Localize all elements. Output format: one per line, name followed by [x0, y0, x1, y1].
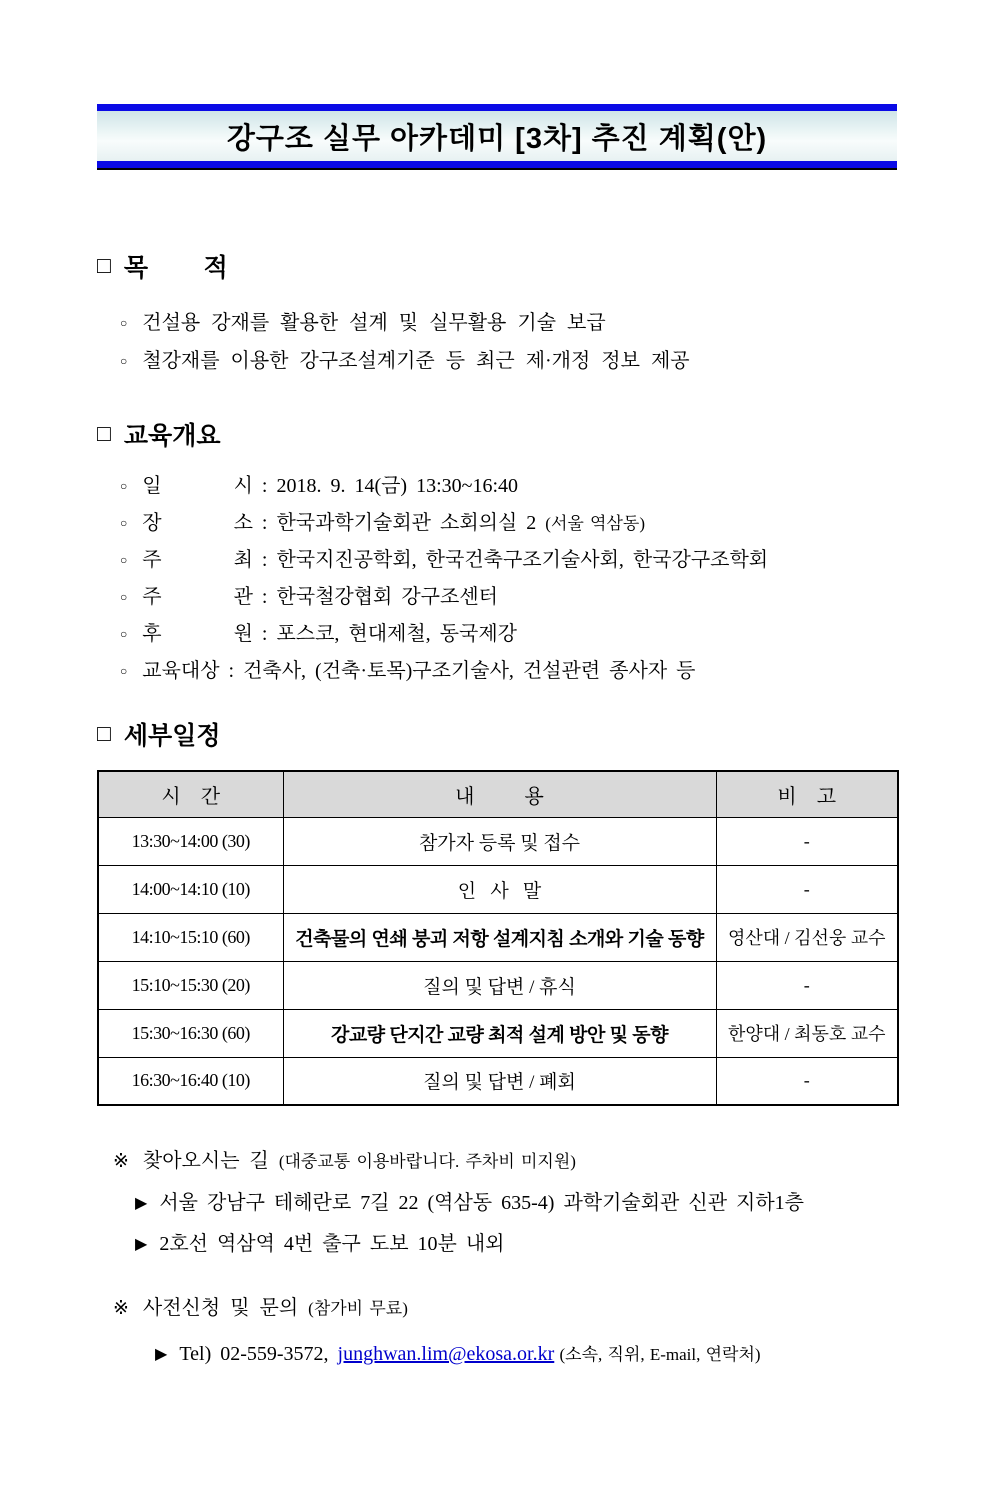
- circle-bullet-icon: ○: [120, 354, 128, 368]
- cell-content: 질의 및 답변 / 휴식: [283, 961, 716, 1009]
- overview-item-audience: [97, 653, 897, 690]
- purpose-list: [97, 304, 897, 380]
- contact-tel-line: [97, 1334, 897, 1375]
- overview-item-text: 교육대상 : 건축사, (건축·토목)구조기술사, 건설관련 종사자 등: [142, 660, 696, 682]
- col-header-time: 시 간: [98, 771, 283, 817]
- cell-time: 14:10~15:10 (60): [98, 913, 283, 961]
- cell-note: -: [716, 865, 898, 913]
- arrow-bullet-icon: ▶: [135, 1195, 148, 1212]
- directions-title-line: [97, 1144, 897, 1173]
- overview-item-sponsor: [97, 616, 897, 653]
- overview-item-text: 장 소 : 한국과학기술회관 소회의실 2: [142, 512, 546, 534]
- circle-bullet-icon: ○: [120, 316, 128, 330]
- document-title: 강구조 실무 아카데미 [3차] 추진 계획(안): [226, 122, 768, 155]
- overview-item-note: (서울 역삼동): [545, 514, 645, 533]
- schedule-table: [97, 770, 899, 1106]
- purpose-item: [97, 304, 897, 342]
- circle-bullet-icon: ○: [120, 664, 128, 678]
- cell-time: 16:30~16:40 (10): [98, 1057, 283, 1105]
- contact-email-note: (소속, 직위, E-mail, 연락처): [554, 1345, 761, 1364]
- purpose-item: [97, 342, 897, 380]
- overview-item-text: 주 관 : 한국철강협회 강구조센터: [142, 586, 498, 608]
- cell-time: 15:30~16:30 (60): [98, 1009, 283, 1057]
- col-header-content: 내 용: [283, 771, 716, 817]
- schedule-row-lecture1: [98, 913, 898, 961]
- circle-bullet-icon: ○: [120, 627, 128, 641]
- circle-bullet-icon: ○: [120, 553, 128, 567]
- directions-note: (대중교통 이용바랍니다. 주차비 미지원): [278, 1152, 576, 1171]
- schedule-heading-label: 세부일정: [123, 722, 221, 750]
- schedule-row: [98, 865, 898, 913]
- square-bullet-icon: □: [97, 419, 111, 446]
- contact-email-link[interactable]: junghwan.lim@ekosa.or.kr: [337, 1343, 555, 1365]
- overview-list: [97, 468, 897, 690]
- contact-title: 사전신청 및 문의: [142, 1297, 309, 1319]
- cell-note: -: [716, 817, 898, 865]
- section-purpose: [97, 248, 897, 380]
- circle-bullet-icon: ○: [120, 479, 128, 493]
- overview-item-datetime: [97, 468, 897, 505]
- directions-item-address: [97, 1183, 897, 1224]
- contact-note: (참가비 무료): [308, 1299, 408, 1318]
- cell-note: -: [716, 961, 898, 1009]
- cell-note: 영산대 / 김선웅 교수: [716, 913, 898, 961]
- overview-item-text: 주 최 : 한국지진공학회, 한국건축구조기술사회, 한국강구조학회: [142, 549, 769, 571]
- schedule-row: [98, 961, 898, 1009]
- purpose-heading-label: 목 적: [123, 254, 228, 282]
- section-contact: [97, 1291, 897, 1375]
- directions-item-text: 2호선 역삼역 4번 출구 도보 10분 내외: [159, 1233, 505, 1255]
- contact-tel: Tel) 02-559-3572,: [179, 1343, 338, 1365]
- section-overview: [97, 416, 897, 690]
- cell-time: 14:00~14:10 (10): [98, 865, 283, 913]
- col-header-note: 비 고: [716, 771, 898, 817]
- reference-mark-icon: ※: [113, 1151, 129, 1172]
- contact-title-line: [97, 1291, 897, 1320]
- schedule-row: [98, 817, 898, 865]
- purpose-heading: [97, 248, 897, 284]
- directions-list: [97, 1183, 897, 1265]
- schedule-heading: [97, 716, 897, 752]
- schedule-header-row: [98, 771, 898, 817]
- purpose-item-text: 건설용 강재를 활용한 설계 및 실무활용 기술 보급: [142, 312, 606, 334]
- overview-heading: [97, 416, 897, 452]
- section-directions: [97, 1144, 897, 1265]
- directions-item-text: 서울 강남구 테헤란로 7길 22 (역삼동 635-4) 과학기술회관 신관 지하1층: [159, 1192, 804, 1214]
- cell-content: 강교량 단지간 교량 최적 설계 방안 및 동향: [283, 1009, 716, 1057]
- reference-mark-icon: ※: [113, 1298, 129, 1319]
- cell-content: 참가자 등록 및 접수: [283, 817, 716, 865]
- overview-item-host: [97, 542, 897, 579]
- cell-note: 한양대 / 최동호 교수: [716, 1009, 898, 1057]
- overview-item-text: 후 원 : 포스코, 현대제철, 동국제강: [142, 623, 517, 645]
- schedule-row-lecture2: [98, 1009, 898, 1057]
- cell-content: 인 사 말: [283, 865, 716, 913]
- overview-heading-label: 교육개요: [123, 422, 221, 450]
- overview-item-text: 일 시 : 2018. 9. 14(금) 13:30~16:40: [142, 475, 519, 497]
- directions-title: 찾아오시는 길: [142, 1150, 279, 1172]
- document-page: [0, 104, 992, 1507]
- circle-bullet-icon: ○: [120, 516, 128, 530]
- cell-content: 건축물의 연쇄 붕괴 저항 설계지침 소개와 기술 동향: [283, 913, 716, 961]
- purpose-item-text: 철강재를 이용한 강구조설계기준 등 최근 제·개정 정보 제공: [142, 350, 690, 372]
- cell-time: 13:30~14:00 (30): [98, 817, 283, 865]
- arrow-bullet-icon: ▶: [155, 1346, 168, 1363]
- schedule-row: [98, 1057, 898, 1105]
- directions-item-subway: [97, 1224, 897, 1265]
- square-bullet-icon: □: [97, 719, 111, 746]
- circle-bullet-icon: ○: [120, 590, 128, 604]
- arrow-bullet-icon: ▶: [135, 1236, 148, 1253]
- title-banner-gradient: [97, 104, 897, 168]
- overview-item-organizer: [97, 579, 897, 616]
- title-banner: [97, 104, 897, 170]
- section-schedule: [97, 716, 897, 1106]
- cell-time: 15:10~15:30 (20): [98, 961, 283, 1009]
- overview-item-venue: [97, 505, 897, 542]
- cell-note: -: [716, 1057, 898, 1105]
- square-bullet-icon: □: [97, 251, 111, 278]
- cell-content: 질의 및 답변 / 폐회: [283, 1057, 716, 1105]
